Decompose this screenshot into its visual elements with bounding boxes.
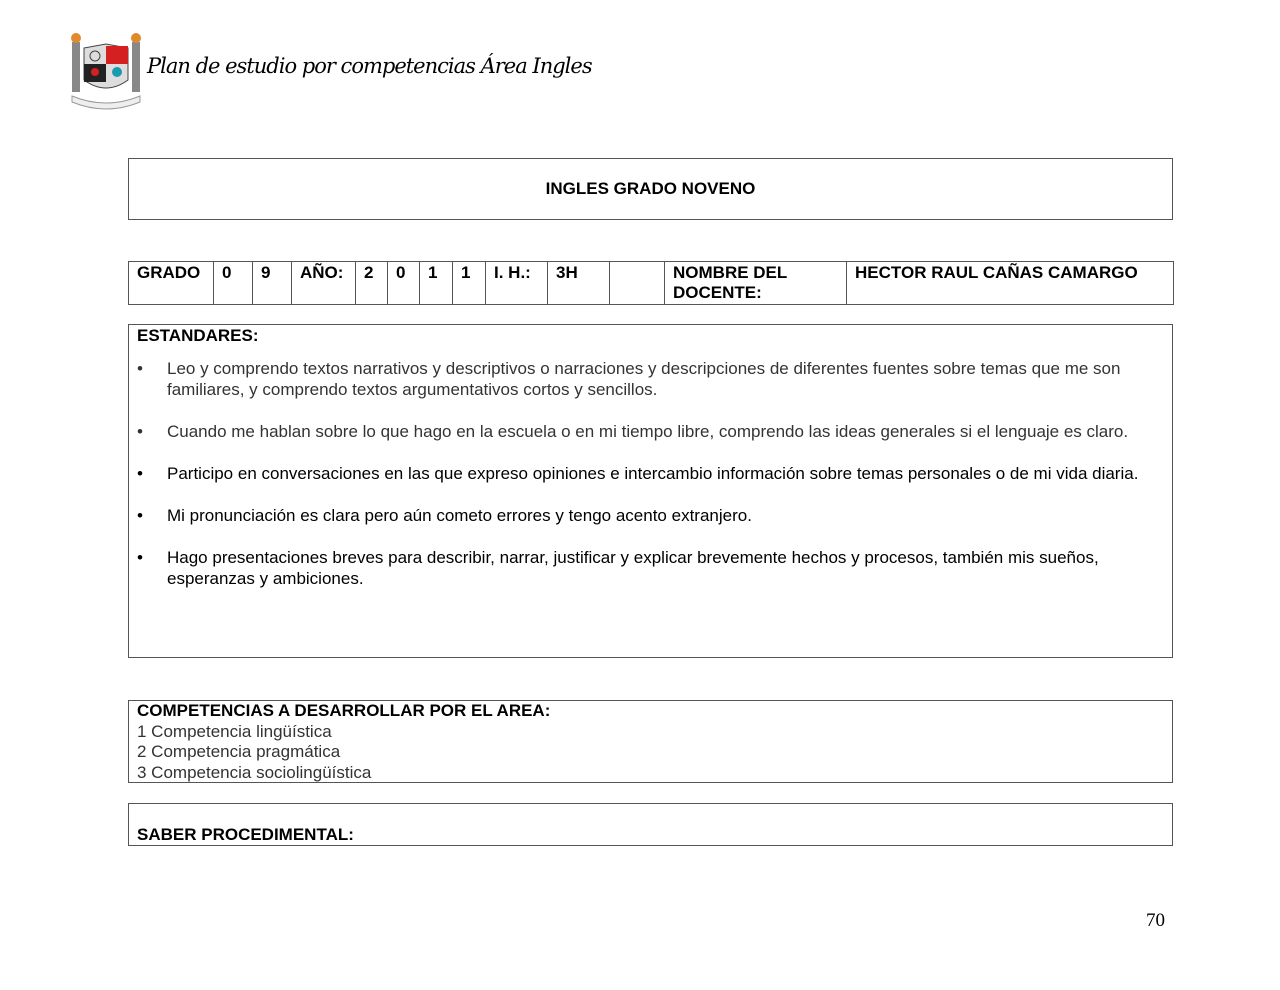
grado-digit: 0 (214, 262, 253, 305)
grado-digit: 9 (253, 262, 292, 305)
ano-digit: 0 (388, 262, 420, 305)
grado-label: GRADO (129, 262, 214, 305)
competencias-label: COMPETENCIAS A DESARROLLAR POR EL AREA: (137, 701, 551, 720)
ano-digit: 2 (356, 262, 388, 305)
docente-label: NOMBRE DEL DOCENTE: (665, 262, 847, 305)
ano-digit: 1 (420, 262, 453, 305)
estandares-list (137, 358, 1164, 589)
estandares-section (128, 324, 1173, 658)
list-item: • Mi pronunciación es clara pero aún cometo errores y tengo acento extranjero. (137, 505, 1164, 526)
page-number: 70 (1146, 910, 1165, 931)
ih-label: I. H.: (486, 262, 548, 305)
list-item: 3 Competencia sociolingüística (137, 762, 372, 782)
list-item: • Cuando me hablan sobre lo que hago en la escuela o en mi tiempo libre, comprendo las ideas generales si el lenguaje es claro. (137, 421, 1164, 442)
estandares-label: ESTANDARES: (137, 326, 259, 345)
list-item: 2 Competencia pragmática (137, 742, 341, 761)
info-row (129, 262, 1174, 305)
competencias-section (128, 700, 1173, 783)
info-table (128, 261, 1174, 305)
saber-procedimental-section: SABER PROCEDIMENTAL: (128, 803, 1173, 846)
document-title: INGLES GRADO NOVENO (128, 158, 1173, 220)
empty-cell (610, 262, 665, 305)
list-item: • Participo en conversaciones en las que expreso opiniones e intercambio información sobre temas personales o de mi vida diaria. (137, 463, 1164, 484)
list-item: • Hago presentaciones breves para describir, narrar, justificar y explicar brevemente hechos y procesos, también mis sueños, esperanzas y ambiciones. (137, 547, 1164, 589)
ano-label: AÑO: (292, 262, 356, 305)
docente-name: HECTOR RAUL CAÑAS CAMARGO (847, 262, 1174, 305)
ano-digit: 1 (453, 262, 486, 305)
list-item: • Leo y comprendo textos narrativos y descriptivos o narraciones y descripciones de diferentes fuentes sobre temas que me son familiares, y comprendo textos argumentativos cortos y sencillos. (137, 358, 1164, 400)
list-item: 1 Competencia lingüística (137, 721, 332, 741)
header-title: Plan de estudio por competencias Área Ingles (147, 54, 592, 78)
ih-value: 3H (548, 262, 610, 305)
school-crest-logo (68, 30, 148, 120)
